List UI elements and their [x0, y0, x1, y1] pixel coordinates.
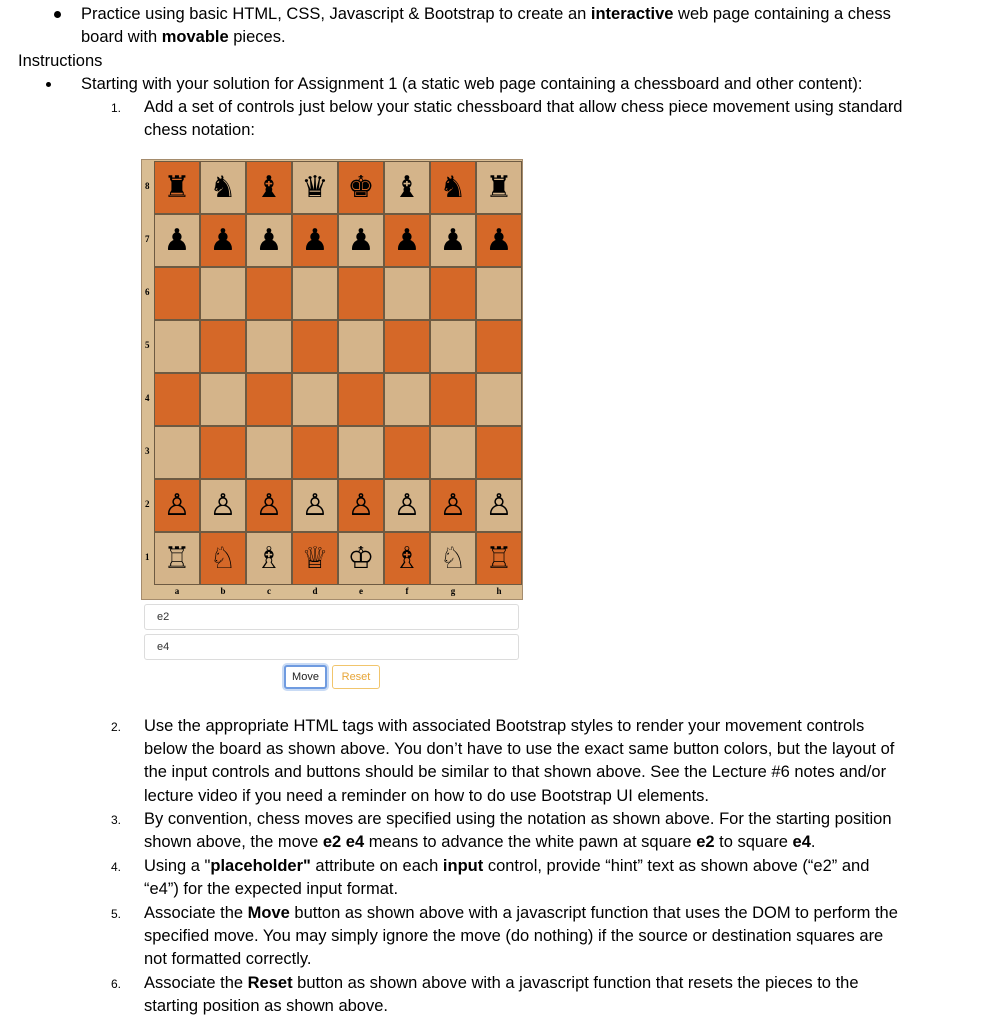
item-5-line-3: not formatted correctly. — [144, 950, 312, 968]
rank-label-6: 6 — [145, 287, 150, 297]
square-e2[interactable]: ♙ — [338, 479, 384, 532]
square-g8[interactable]: ♞ — [430, 161, 476, 214]
file-label-c: c — [267, 586, 271, 596]
item-3-number: 3. — [111, 813, 122, 827]
item-2-number: 2. — [111, 720, 122, 734]
square-g7[interactable]: ♟ — [430, 214, 476, 267]
item-4-number: 4. — [111, 860, 122, 874]
square-f7[interactable]: ♟ — [384, 214, 430, 267]
item-6-line-2: starting position as shown above. — [144, 997, 388, 1015]
square-h4[interactable] — [476, 373, 522, 426]
square-e8[interactable]: ♚ — [338, 161, 384, 214]
instructions-heading: Instructions — [18, 52, 103, 70]
item-3-line-1: By convention, chess moves are specified using the notation as shown above. For the starting position — [144, 810, 892, 828]
file-label-b: b — [220, 586, 226, 596]
chessboard-grid — [154, 161, 522, 585]
item-2-line-1: Use the appropriate HTML tags with associated Bootstrap styles to render your movement controls — [144, 717, 865, 735]
rank-label-8: 8 — [145, 181, 150, 191]
square-c2[interactable]: ♙ — [246, 479, 292, 532]
file-label-h: h — [496, 586, 502, 596]
square-h5[interactable] — [476, 320, 522, 373]
square-f5[interactable] — [384, 320, 430, 373]
square-e1[interactable]: ♔ — [338, 532, 384, 585]
objective-bullet — [54, 11, 61, 18]
item-5-number: 5. — [111, 907, 122, 921]
objective-line-2: board with movable pieces. — [81, 28, 286, 46]
item-2-line-4: lecture video if you need a reminder on how to do use Bootstrap UI elements. — [144, 787, 709, 805]
square-d4[interactable] — [292, 373, 338, 426]
file-label-d: d — [312, 586, 318, 596]
square-b4[interactable] — [200, 373, 246, 426]
square-h2[interactable]: ♙ — [476, 479, 522, 532]
square-a1[interactable]: ♖ — [154, 532, 200, 585]
square-g6[interactable] — [430, 267, 476, 320]
square-g2[interactable]: ♙ — [430, 479, 476, 532]
square-f1[interactable]: ♗ — [384, 532, 430, 585]
rank-label-5: 5 — [145, 340, 150, 350]
square-g1[interactable]: ♘ — [430, 532, 476, 585]
square-b2[interactable]: ♙ — [200, 479, 246, 532]
file-label-g: g — [450, 586, 456, 596]
square-c6[interactable] — [246, 267, 292, 320]
file-label-e: e — [359, 586, 363, 596]
square-h7[interactable]: ♟ — [476, 214, 522, 267]
square-f3[interactable] — [384, 426, 430, 479]
square-c3[interactable] — [246, 426, 292, 479]
item-5-line-1: Associate the Move button as shown above with a javascript function that uses the DOM to perform the — [144, 904, 898, 922]
square-b5[interactable] — [200, 320, 246, 373]
item-1-line-2: chess notation: — [144, 121, 255, 139]
file-label-a: a — [174, 586, 180, 596]
square-d1[interactable]: ♕ — [292, 532, 338, 585]
item-6-line-1: Associate the Reset button as shown above with a javascript function that resets the pieces to the — [144, 974, 859, 992]
square-d5[interactable] — [292, 320, 338, 373]
starting-line: Starting with your solution for Assignment 1 (a static web page containing a chessboard and other content): — [81, 75, 863, 93]
square-e5[interactable] — [338, 320, 384, 373]
square-e6[interactable] — [338, 267, 384, 320]
reset-button[interactable]: Reset — [332, 665, 380, 689]
rank-label-7: 7 — [145, 234, 150, 244]
rank-label-2: 2 — [145, 499, 150, 509]
square-c4[interactable] — [246, 373, 292, 426]
square-b7[interactable]: ♟ — [200, 214, 246, 267]
square-h8[interactable]: ♜ — [476, 161, 522, 214]
square-a5[interactable] — [154, 320, 200, 373]
square-e4[interactable] — [338, 373, 384, 426]
chessboard — [141, 159, 523, 600]
square-c8[interactable]: ♝ — [246, 161, 292, 214]
source-square-input[interactable] — [144, 604, 519, 630]
square-e3[interactable] — [338, 426, 384, 479]
square-d7[interactable]: ♟ — [292, 214, 338, 267]
square-d3[interactable] — [292, 426, 338, 479]
item-2-line-3: the input controls and buttons should be similar to that shown above. See the Lecture #6 notes and/or — [144, 763, 887, 781]
square-b6[interactable] — [200, 267, 246, 320]
square-g5[interactable] — [430, 320, 476, 373]
square-b8[interactable]: ♞ — [200, 161, 246, 214]
square-b3[interactable] — [200, 426, 246, 479]
square-d2[interactable]: ♙ — [292, 479, 338, 532]
square-f4[interactable] — [384, 373, 430, 426]
square-a7[interactable]: ♟ — [154, 214, 200, 267]
square-f6[interactable] — [384, 267, 430, 320]
move-button[interactable]: Move — [284, 665, 327, 689]
square-a4[interactable] — [154, 373, 200, 426]
item-6-number: 6. — [111, 977, 122, 991]
square-e7[interactable]: ♟ — [338, 214, 384, 267]
square-a6[interactable] — [154, 267, 200, 320]
square-d6[interactable] — [292, 267, 338, 320]
rank-label-3: 3 — [145, 446, 150, 456]
item-3-line-2: shown above, the move e2 e4 means to advance the white pawn at square e2 to square e4. — [144, 833, 816, 851]
item-1-line-1: Add a set of controls just below your static chessboard that allow chess piece movement using standard — [144, 98, 903, 116]
square-f2[interactable]: ♙ — [384, 479, 430, 532]
item-4-line-1: Using a "placeholder" attribute on each input control, provide “hint” text as shown above (“e2” and — [144, 857, 870, 875]
square-a8[interactable]: ♜ — [154, 161, 200, 214]
rank-label-4: 4 — [145, 393, 150, 403]
square-c7[interactable]: ♟ — [246, 214, 292, 267]
square-g3[interactable] — [430, 426, 476, 479]
objective-line-1: Practice using basic HTML, CSS, Javascript & Bootstrap to create an interactive web page containing a chess — [81, 5, 891, 23]
file-label-f: f — [405, 586, 409, 596]
destination-square-input[interactable] — [144, 634, 519, 660]
square-a3[interactable] — [154, 426, 200, 479]
square-h3[interactable] — [476, 426, 522, 479]
rank-label-1: 1 — [145, 552, 150, 562]
square-g4[interactable] — [430, 373, 476, 426]
square-c5[interactable] — [246, 320, 292, 373]
square-f8[interactable]: ♝ — [384, 161, 430, 214]
starting-bullet — [46, 82, 51, 87]
item-4-line-2: “e4”) for the expected input format. — [144, 880, 399, 898]
square-c1[interactable]: ♗ — [246, 532, 292, 585]
square-a2[interactable]: ♙ — [154, 479, 200, 532]
square-b1[interactable]: ♘ — [200, 532, 246, 585]
square-d8[interactable]: ♛ — [292, 161, 338, 214]
item-1-number: 1. — [111, 101, 122, 115]
item-5-line-2: specified move. You may simply ignore the move (do nothing) if the source or destination squares are — [144, 927, 884, 945]
square-h6[interactable] — [476, 267, 522, 320]
item-2-line-2: below the board as shown above. You don’t have to use the exact same button colors, but the layout of — [144, 740, 895, 758]
square-h1[interactable]: ♖ — [476, 532, 522, 585]
